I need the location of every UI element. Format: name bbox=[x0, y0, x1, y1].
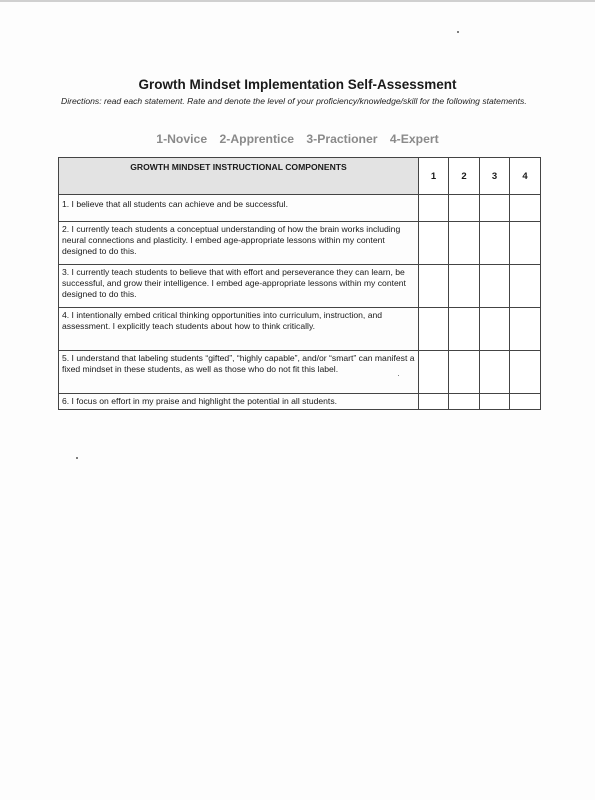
rating-box-2-4[interactable] bbox=[510, 222, 541, 265]
rating-box-1-2[interactable] bbox=[449, 195, 480, 222]
scan-speck bbox=[457, 31, 459, 33]
level-header-4: 4 bbox=[510, 158, 541, 195]
statement-5: 5. I understand that labeling students “gifted”, “highly capable”, and/or “smart” can manifest a fixed mindset in these students, as well as those who do not fit this label. bbox=[59, 351, 419, 394]
table-row bbox=[59, 351, 541, 394]
scan-speck bbox=[76, 457, 78, 459]
statement-1: 1. I believe that all students can achieve and be successful. bbox=[59, 195, 419, 222]
rating-box-3-2[interactable] bbox=[449, 265, 480, 308]
table-header-row bbox=[59, 158, 541, 195]
rating-box-3-4[interactable] bbox=[510, 265, 541, 308]
page-edge bbox=[0, 0, 595, 2]
rating-box-5-3[interactable] bbox=[480, 351, 510, 394]
level-header-3: 3 bbox=[480, 158, 510, 195]
rating-box-4-3[interactable] bbox=[480, 308, 510, 351]
rating-box-1-3[interactable] bbox=[480, 195, 510, 222]
rating-box-4-2[interactable] bbox=[449, 308, 480, 351]
level-header-1: 1 bbox=[419, 158, 449, 195]
rating-box-3-1[interactable] bbox=[419, 265, 449, 308]
rating-scale bbox=[0, 132, 595, 146]
components-header: GROWTH MINDSET INSTRUCTIONAL COMPONENTS bbox=[59, 158, 419, 195]
statement-3: 3. I currently teach students to believe that with effort and perseverance they can learn, be successful, and grow their intelligence. I embed age-appropriate lessons within my content designed to do this. bbox=[59, 265, 419, 308]
rating-box-5-1[interactable] bbox=[419, 351, 449, 394]
scale-level-3: 3-Practioner bbox=[306, 132, 378, 146]
statement-6: 6. I focus on effort in my praise and highlight the potential in all students. bbox=[59, 394, 419, 410]
scale-level-1: 1-Novice bbox=[156, 132, 208, 146]
rating-box-6-4[interactable] bbox=[510, 394, 541, 410]
rating-box-2-1[interactable] bbox=[419, 222, 449, 265]
statement-4: 4. I intentionally embed critical thinking opportunities into curriculum, instruction, and assessment. I explicitly teach students about how to think critically. bbox=[59, 308, 419, 351]
assessment-table bbox=[58, 157, 541, 410]
table-row bbox=[59, 195, 541, 222]
rating-box-1-4[interactable] bbox=[510, 195, 541, 222]
rating-box-5-2[interactable] bbox=[449, 351, 480, 394]
document-title: Growth Mindset Implementation Self-Assessment bbox=[138, 77, 457, 92]
table-row bbox=[59, 394, 541, 410]
rating-box-2-3[interactable] bbox=[480, 222, 510, 265]
table-row bbox=[59, 308, 541, 351]
rating-box-4-1[interactable] bbox=[419, 308, 449, 351]
table-row bbox=[59, 222, 541, 265]
rating-box-6-2[interactable] bbox=[449, 394, 480, 410]
statement-2: 2. I currently teach students a conceptual understanding of how the brain works including neural connections and plasticity. I embed age-appropriate lessons within my content designed to do this. bbox=[59, 222, 419, 265]
scan-speck bbox=[398, 375, 399, 376]
scale-level-4: 4-Expert bbox=[389, 132, 439, 146]
rating-box-5-4[interactable] bbox=[510, 351, 541, 394]
rating-box-1-1[interactable] bbox=[419, 195, 449, 222]
directions-text: Directions: read each statement. Rate and denote the level of your proficiency/knowledge/skill for the following statements. bbox=[61, 96, 527, 106]
rating-box-6-1[interactable] bbox=[419, 394, 449, 410]
table-row bbox=[59, 265, 541, 308]
rating-box-6-3[interactable] bbox=[480, 394, 510, 410]
rating-box-2-2[interactable] bbox=[449, 222, 480, 265]
level-header-2: 2 bbox=[449, 158, 480, 195]
rating-box-4-4[interactable] bbox=[510, 308, 541, 351]
rating-box-3-3[interactable] bbox=[480, 265, 510, 308]
scale-level-2: 2-Apprentice bbox=[219, 132, 294, 146]
